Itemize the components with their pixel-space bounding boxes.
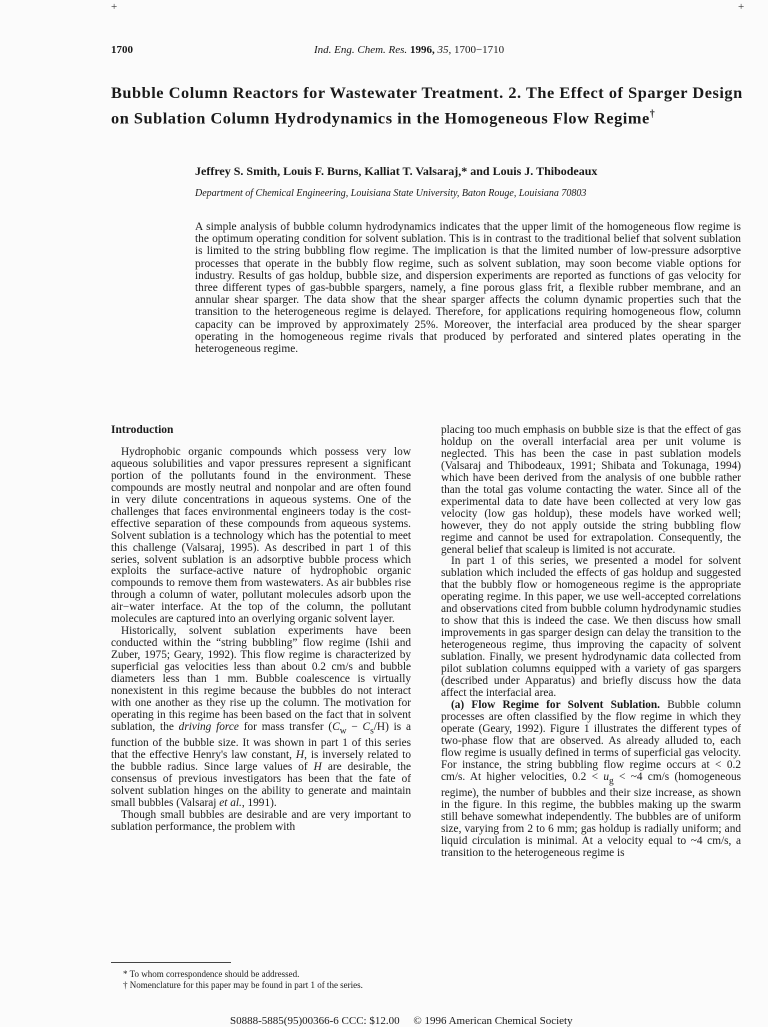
journal-citation [314, 44, 504, 56]
formula-variable: H [313, 760, 322, 773]
introduction-heading: Introduction [111, 424, 174, 436]
paragraph-text: , is inversely related to the bubble radius. Since large values of [111, 749, 411, 773]
subsection-heading: (a) Flow Regime for Solvent Sublation. [451, 698, 660, 711]
affiliation: Department of Chemical Engineering, Louisiana State University, Baton Rouge, Louisiana 70803 [195, 188, 587, 199]
paragraph-text: Bubble column processes are often classified by the flow regime in which they operate (Geary, 1992). Figure 1 illustrates the different types of two-phase flow that are observed. As already alluded to, each flow regime is usually defined in terms of superficial gas velocity. For instance, the string bubbling flow regime occurs at < 0.2 cm/s. At higher velocities, 0.2 < [441, 698, 741, 783]
footnotes [111, 962, 411, 991]
paragraph-text: < ~4 cm/s (homogeneous regime), the number of bubbles and their size increase, as shown in the figure. In this regime, the bubbles making up the swarm still behave somewhat independently. The bubbles are of uniform size, varying from 2 to 6 mm; gas holdup is radially uniform; and liquid circulation is minimal. At a velocity equal to ~4 cm/s, a transition to the heterogeneous regime is [441, 770, 741, 859]
body-paragraph: placing too much emphasis on bubble size is that the effect of gas holdup on the overall interfacial area per unit volume is neglected. This has been the case in past sublation models (Valsaraj and Thibodeaux, 1991; Shibata and Tokunaga, 1994) which have been derived from the analysis of one bubble rather than the total gas volume contacting the water. Since all of the experimental data to date have been collected at very low gas velocity (low gas holdup), these models have worked well; however, they do not apply outside the string bubbling flow regime and cannot be used for extrapolation. Consequently, the general belief that scaleup is limited is not accurate. [441, 424, 741, 556]
footnote-divider [111, 962, 231, 963]
article-title [111, 82, 761, 129]
journal-volume: 35, [434, 44, 452, 56]
title-text: Bubble Column Reactors for Wastewater Treatment. 2. The Effect of Sparger Design on Sublation Column Hydrodynamics in the Homogeneous Flow Regime [111, 83, 743, 128]
journal-pages: 1700−1710 [451, 44, 505, 56]
formula-variable: u [603, 770, 609, 783]
footnote-correspondence: * To whom correspondence should be addressed. [123, 969, 300, 979]
footnote-nomenclature: † Nomenclature for this paper may be found in part 1 of the series. [123, 980, 363, 990]
paragraph-text: are desirable, the consensus of previous investigators has been that the fate of solvent sublation hinges on the ability to generate and maintain small bubbles (Valsaraj [111, 760, 411, 809]
body-paragraph: In part 1 of this series, we presented a model for solvent sublation which included the effects of gas holdup and suggested that the bubbly flow or homogeneous regime is the appropriate operating regime. In this paper, we use well-accepted correlations and observations cited from bubble column hydrodynamic studies to show that this is indeed the case. We then discuss how small improvements in gas sparger design can delay the transition to the heterogeneous regime, thus improving the capacity of solvent sublation. Finally, we present hydrodynamic data collected from pilot sublation columns equipped with a variety of gas spargers (described under Apparatus) and briefly discuss how the data affect the interfacial area. [441, 555, 741, 699]
body-paragraph [441, 700, 741, 860]
paragraph-text: /H) is a function of the bubble size. It was shown in part 1 of this series that the effective Henry's law constant, [111, 720, 411, 762]
right-column [441, 425, 741, 860]
formula-subscript: g [608, 775, 614, 786]
body-paragraph [111, 626, 411, 810]
title-footnote-mark: † [649, 109, 656, 120]
left-column [111, 425, 411, 834]
corner-mark-right: + [738, 1, 745, 13]
paragraph-text: − [346, 720, 363, 733]
journal-year: 1996, [409, 44, 435, 56]
paragraph-text: Historically, solvent sublation experiments have been conducted within the “string bubbling” flow regime (Ishii and Zuber, 1975; Geary, 1992). This flow regime is characterized by superficial gas velocities less than about 0.2 cm/s and bubble diameters less than 1 mm. Bubble coalescence is virtually nonexistent in this regime because the bubbles do not interact with one another as they rise up the column. The motivation for operating in this regime has been based on the fact that in solvent sublation, the [111, 625, 411, 733]
formula-variable: C [332, 720, 340, 733]
page-footer [230, 1015, 573, 1027]
formula-variable: C [362, 720, 371, 733]
page-number: 1700 [111, 44, 133, 56]
formula-subscript: s [370, 726, 374, 737]
doi-code: S0888-5885(95)00366-6 CCC: $12.00 [230, 1015, 400, 1027]
paragraph-text: for mass transfer ( [238, 720, 333, 733]
journal-abbrev: Ind. Eng. Chem. Res. [314, 44, 408, 56]
body-paragraph: Hydrophobic organic compounds which possess very low aqueous solubilities and vapor pressures represent a significant portion of the pollutants found in the environment. These compounds are mostly neutral and nonpolar and are often found in very dilute concentrations in aqueous systems. One of the challenges that faces environmental engineers today is the cost-effective separation of these compounds from aqueous systems. Solvent sublation is a technology which has the potential to meet this challenge (Valsaraj, 1995). As described in part 1 of this series, solvent sublation is an adsorptive bubble process which exploits the surface-active nature of hydrophobic organic compounds to remove them from wastewaters. As air bubbles rise through a column of water, pollutant molecules adsorb upon the air−water interface. At the top of the column, the pollutant molecules are captured into an overlying organic solvent layer. [111, 445, 411, 626]
copyright-notice: © 1996 American Chemical Society [413, 1015, 573, 1027]
formula-subscript: w [339, 726, 347, 737]
body-paragraph: Though small bubbles are desirable and are very important to sublation performance, the problem with [111, 808, 411, 833]
emphasis-text: et al. [219, 796, 242, 809]
corner-mark-left: + [111, 1, 118, 13]
abstract: A simple analysis of bubble column hydrodynamics indicates that the upper limit of the homogeneous flow regime is the optimum operating condition for solvent sublation. This is in contrast to the traditional belief that solvent sublation is limited to the string bubbling flow regime. The implication is that the limited number of low-pressure adsorptive processes that operate in the bubbly flow regime, such as solvent sublation, may soon become viable options for industry. Results of gas holdup, bubble size, and dispersion experiments are reported as functions of gas velocity for three different types of gas-bubble spargers, namely, a fine porous glass frit, a flexible rubber membrane, and an annular shear sparger. The data show that the shear sparger affects the column dynamic properties such that the transition to the heterogeneous regime is delayed. Therefore, for applications requiring homogeneous flow, column capacity can be improved by approximately 25%. Moreover, the interfacial area produced by the shear sparger operating in the homogeneous regime rivals that produced by perforated and sintered plates operating in the heterogeneous regime. [195, 221, 741, 356]
emphasis-text: driving force [178, 720, 239, 733]
author-list: Jeffrey S. Smith, Louis F. Burns, Kalliat T. Valsaraj,* and Louis J. Thibodeaux [195, 164, 598, 178]
formula-variable: H [295, 749, 305, 762]
paragraph-text: , 1991). [241, 796, 277, 809]
